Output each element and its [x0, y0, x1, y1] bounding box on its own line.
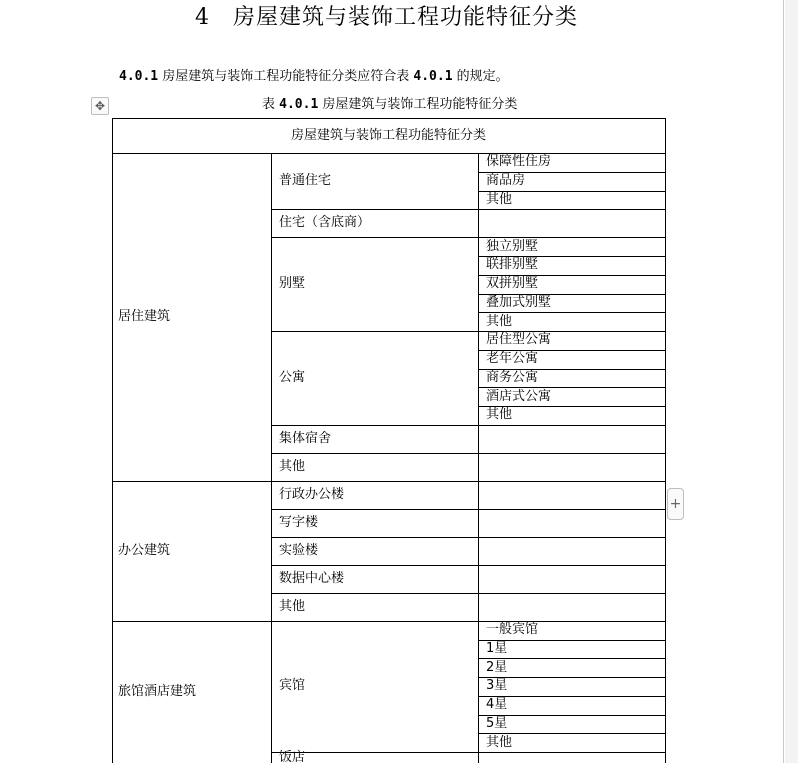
item-cell: 3星 — [486, 678, 508, 694]
table-move-handle-icon[interactable]: ✥ — [91, 97, 109, 115]
group-divider — [271, 593, 666, 594]
item-cell: 其他 — [486, 313, 513, 329]
item-cell: 1星 — [486, 640, 508, 656]
intro-text-b: 的规定。 — [452, 69, 509, 84]
item-cell: 5星 — [486, 715, 508, 731]
right-border — [665, 118, 666, 763]
item-cell: 其他 — [486, 407, 513, 423]
caption-text: 房屋建筑与装饰工程功能特征分类 — [318, 97, 518, 112]
group-divider — [271, 453, 666, 454]
add-column-plus-icon[interactable]: + — [667, 488, 684, 520]
item-cell: 其他 — [486, 191, 513, 207]
item-cell: 双拼别墅 — [486, 276, 539, 292]
category-cell: 居住建筑 — [118, 308, 171, 324]
item-cell: 酒店式公寓 — [486, 388, 552, 404]
group-divider — [271, 425, 666, 426]
group-cell: 行政办公楼 — [279, 486, 345, 502]
category-divider — [112, 481, 666, 482]
col2-border — [478, 153, 479, 763]
item-cell: 其他 — [486, 734, 513, 750]
clause-number: 4.0.1 — [119, 69, 159, 84]
item-cell: 商品房 — [486, 173, 526, 189]
group-cell: 写字楼 — [279, 514, 319, 530]
caption-number: 4.0.1 — [279, 97, 319, 112]
group-divider — [271, 565, 666, 566]
table-top-border — [112, 118, 666, 119]
group-cell: 住宅（含底商） — [279, 215, 371, 231]
header-bottom-border — [112, 153, 666, 154]
table-header-cell: 房屋建筑与装饰工程功能特征分类 — [290, 127, 486, 143]
group-cell: 其他 — [279, 458, 306, 474]
group-divider — [271, 752, 666, 753]
group-cell: 饭店 — [279, 749, 306, 765]
group-cell: 其他 — [279, 598, 306, 614]
group-cell: 宾馆 — [279, 678, 306, 694]
group-cell: 公寓 — [279, 369, 306, 385]
item-cell: 2星 — [486, 659, 508, 675]
item-cell: 商务公寓 — [486, 369, 539, 385]
item-cell: 联排别墅 — [486, 257, 539, 273]
category-cell: 旅馆酒店建筑 — [118, 683, 197, 699]
group-cell: 数据中心楼 — [279, 570, 345, 586]
item-cell: 一般宾馆 — [486, 622, 539, 638]
category-divider — [112, 621, 666, 622]
left-border — [112, 118, 113, 763]
group-divider — [271, 537, 666, 538]
category-cell: 办公建筑 — [118, 542, 171, 558]
item-cell: 4星 — [486, 697, 508, 713]
item-cell: 老年公寓 — [486, 351, 539, 367]
intro-text-a: 房屋建筑与装饰工程功能特征分类应符合表 — [158, 69, 414, 84]
group-divider — [271, 331, 666, 332]
group-cell: 普通住宅 — [279, 173, 332, 189]
group-divider — [271, 209, 666, 210]
group-cell: 实验楼 — [279, 542, 319, 558]
caption-prefix: 表 — [262, 97, 280, 112]
group-cell: 别墅 — [279, 276, 306, 292]
group-cell: 集体宿舍 — [279, 430, 332, 446]
section-title: 4 房屋建筑与装饰工程功能特征分类 — [195, 5, 578, 30]
group-divider — [271, 509, 666, 510]
item-cell: 独立别墅 — [486, 238, 539, 254]
col1-border — [271, 153, 272, 763]
item-cell: 居住型公寓 — [486, 332, 552, 348]
group-divider — [271, 237, 666, 238]
item-cell: 叠加式别墅 — [486, 294, 552, 310]
item-cell: 保障性住房 — [486, 154, 552, 170]
table-reference: 4.0.1 — [413, 69, 453, 84]
